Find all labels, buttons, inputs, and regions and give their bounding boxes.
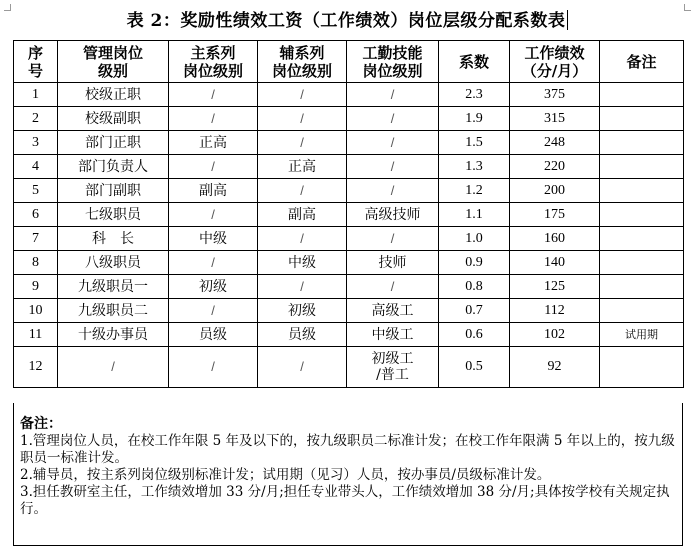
main-series-cell: / <box>169 83 258 107</box>
note-item: 1.管理岗位人员，在校工作年限 5 年及以下的，按九级职员二标准计发；在校工作年限满 5 年以上的，按九级职员一标准计发。 <box>20 433 675 466</box>
header-cell: 管理岗位 级别 <box>58 41 169 83</box>
craft-level-cell: / <box>347 131 439 155</box>
aux-series-cell: / <box>258 227 347 251</box>
management-level-cell: 八级职员 <box>58 251 169 275</box>
table-title <box>0 6 695 31</box>
row-number-cell: 3 <box>14 131 58 155</box>
coefficient-cell: 1.5 <box>439 131 510 155</box>
coefficient-cell: 1.9 <box>439 107 510 131</box>
row-number-cell: 7 <box>14 227 58 251</box>
coefficient-cell: 0.9 <box>439 251 510 275</box>
remark-cell <box>600 227 684 251</box>
notes-title: 备注： <box>20 416 62 432</box>
coefficient-cell: 1.2 <box>439 179 510 203</box>
coefficient-cell: 1.3 <box>439 155 510 179</box>
header-cell: 工作绩效 （分/月） <box>510 41 600 83</box>
management-level-cell: 校级副职 <box>58 107 169 131</box>
remark-cell <box>600 347 684 388</box>
management-level-cell: 九级职员一 <box>58 275 169 299</box>
performance-score-cell: 375 <box>510 83 600 107</box>
main-series-cell: 初级 <box>169 275 258 299</box>
table-row <box>14 323 684 347</box>
craft-level-cell: 初级工 /普工 <box>347 347 439 388</box>
craft-level-cell: 技师 <box>347 251 439 275</box>
management-level-cell: 校级正职 <box>58 83 169 107</box>
row-number-cell: 12 <box>14 347 58 388</box>
management-level-cell: 科 长 <box>58 227 169 251</box>
table-row <box>14 203 684 227</box>
performance-score-cell: 92 <box>510 347 600 388</box>
main-series-cell: 正高 <box>169 131 258 155</box>
main-series-cell: / <box>169 203 258 227</box>
management-level-cell: 十级办事员 <box>58 323 169 347</box>
aux-series-cell: 员级 <box>258 323 347 347</box>
performance-score-cell: 175 <box>510 203 600 227</box>
header-cell: 主系列 岗位级别 <box>169 41 258 83</box>
header-cell: 序 号 <box>14 41 58 83</box>
row-number-cell: 1 <box>14 83 58 107</box>
craft-level-cell: / <box>347 155 439 179</box>
aux-series-cell: / <box>258 107 347 131</box>
row-number-cell: 6 <box>14 203 58 227</box>
performance-score-cell: 125 <box>510 275 600 299</box>
table-row <box>14 227 684 251</box>
row-number-cell: 5 <box>14 179 58 203</box>
note-item: 3.担任教研室主任，工作绩效增加 33 分/月;担任专业带头人，工作绩效增加 38 分/月;具体按学校有关规定执行。 <box>20 484 670 517</box>
remark-cell <box>600 203 684 227</box>
header-cell: 备注 <box>600 41 684 83</box>
row-number-cell: 4 <box>14 155 58 179</box>
remark-cell <box>600 275 684 299</box>
remark-cell: 试用期 <box>600 323 684 347</box>
aux-series-cell: / <box>258 347 347 388</box>
management-level-cell: 九级职员二 <box>58 299 169 323</box>
main-series-cell: / <box>169 107 258 131</box>
remark-cell <box>600 155 684 179</box>
main-series-cell: 员级 <box>169 323 258 347</box>
management-level-cell: 部门负责人 <box>58 155 169 179</box>
performance-score-cell: 220 <box>510 155 600 179</box>
performance-score-cell: 140 <box>510 251 600 275</box>
aux-series-cell: 中级 <box>258 251 347 275</box>
craft-level-cell: 高级技师 <box>347 203 439 227</box>
table-row <box>14 299 684 323</box>
craft-level-cell: 高级工 <box>347 299 439 323</box>
table-row <box>14 107 684 131</box>
header-cell: 系数 <box>439 41 510 83</box>
performance-score-cell: 160 <box>510 227 600 251</box>
aux-series-cell: / <box>258 83 347 107</box>
table-body <box>14 83 684 388</box>
row-number-cell: 10 <box>14 299 58 323</box>
coefficient-cell: 1.1 <box>439 203 510 227</box>
remark-cell <box>600 251 684 275</box>
coefficient-cell: 1.0 <box>439 227 510 251</box>
management-level-cell: / <box>58 347 169 388</box>
table-row <box>14 347 684 388</box>
table-row <box>14 83 684 107</box>
craft-level-cell: / <box>347 179 439 203</box>
aux-series-cell: / <box>258 131 347 155</box>
table-row <box>14 155 684 179</box>
performance-score-cell: 248 <box>510 131 600 155</box>
aux-series-cell: 副高 <box>258 203 347 227</box>
row-number-cell: 9 <box>14 275 58 299</box>
aux-series-cell: 正高 <box>258 155 347 179</box>
row-number-cell: 8 <box>14 251 58 275</box>
table-header-row <box>14 41 684 83</box>
management-level-cell: 部门副职 <box>58 179 169 203</box>
row-number-cell: 11 <box>14 323 58 347</box>
remark-cell <box>600 83 684 107</box>
craft-level-cell: / <box>347 227 439 251</box>
header-cell: 辅系列 岗位级别 <box>258 41 347 83</box>
main-series-cell: / <box>169 251 258 275</box>
coefficient-table <box>13 40 684 388</box>
coefficient-cell: 0.5 <box>439 347 510 388</box>
performance-score-cell: 200 <box>510 179 600 203</box>
main-series-cell: / <box>169 347 258 388</box>
remark-cell <box>600 107 684 131</box>
coefficient-cell: 2.3 <box>439 83 510 107</box>
table-row <box>14 179 684 203</box>
aux-series-cell: / <box>258 275 347 299</box>
main-series-cell: 中级 <box>169 227 258 251</box>
table-row <box>14 251 684 275</box>
craft-level-cell: / <box>347 107 439 131</box>
main-series-cell: / <box>169 299 258 323</box>
management-level-cell: 七级职员 <box>58 203 169 227</box>
row-number-cell: 2 <box>14 107 58 131</box>
text-cursor <box>567 10 568 30</box>
remark-cell <box>600 179 684 203</box>
coefficient-cell: 0.7 <box>439 299 510 323</box>
note-item: 2.辅导员，按主系列岗位级别标准计发；试用期（见习）人员，按办事员/员级标准计发。 <box>20 467 551 483</box>
performance-score-cell: 112 <box>510 299 600 323</box>
table-row <box>14 131 684 155</box>
coefficient-cell: 0.6 <box>439 323 510 347</box>
main-series-cell: / <box>169 155 258 179</box>
craft-level-cell: / <box>347 275 439 299</box>
table-row <box>14 275 684 299</box>
craft-level-cell: 中级工 <box>347 323 439 347</box>
remark-cell <box>600 131 684 155</box>
remark-cell <box>600 299 684 323</box>
coefficient-cell: 0.8 <box>439 275 510 299</box>
performance-score-cell: 315 <box>510 107 600 131</box>
performance-score-cell: 102 <box>510 323 600 347</box>
aux-series-cell: 初级 <box>258 299 347 323</box>
main-series-cell: 副高 <box>169 179 258 203</box>
notes-section <box>13 403 683 546</box>
craft-level-cell: / <box>347 83 439 107</box>
aux-series-cell: / <box>258 179 347 203</box>
management-level-cell: 部门正职 <box>58 131 169 155</box>
header-cell: 工勤技能 岗位级别 <box>347 41 439 83</box>
table-title-text: 表 2：奖励性绩效工资（工作绩效）岗位层级分配系数表 <box>126 11 566 31</box>
